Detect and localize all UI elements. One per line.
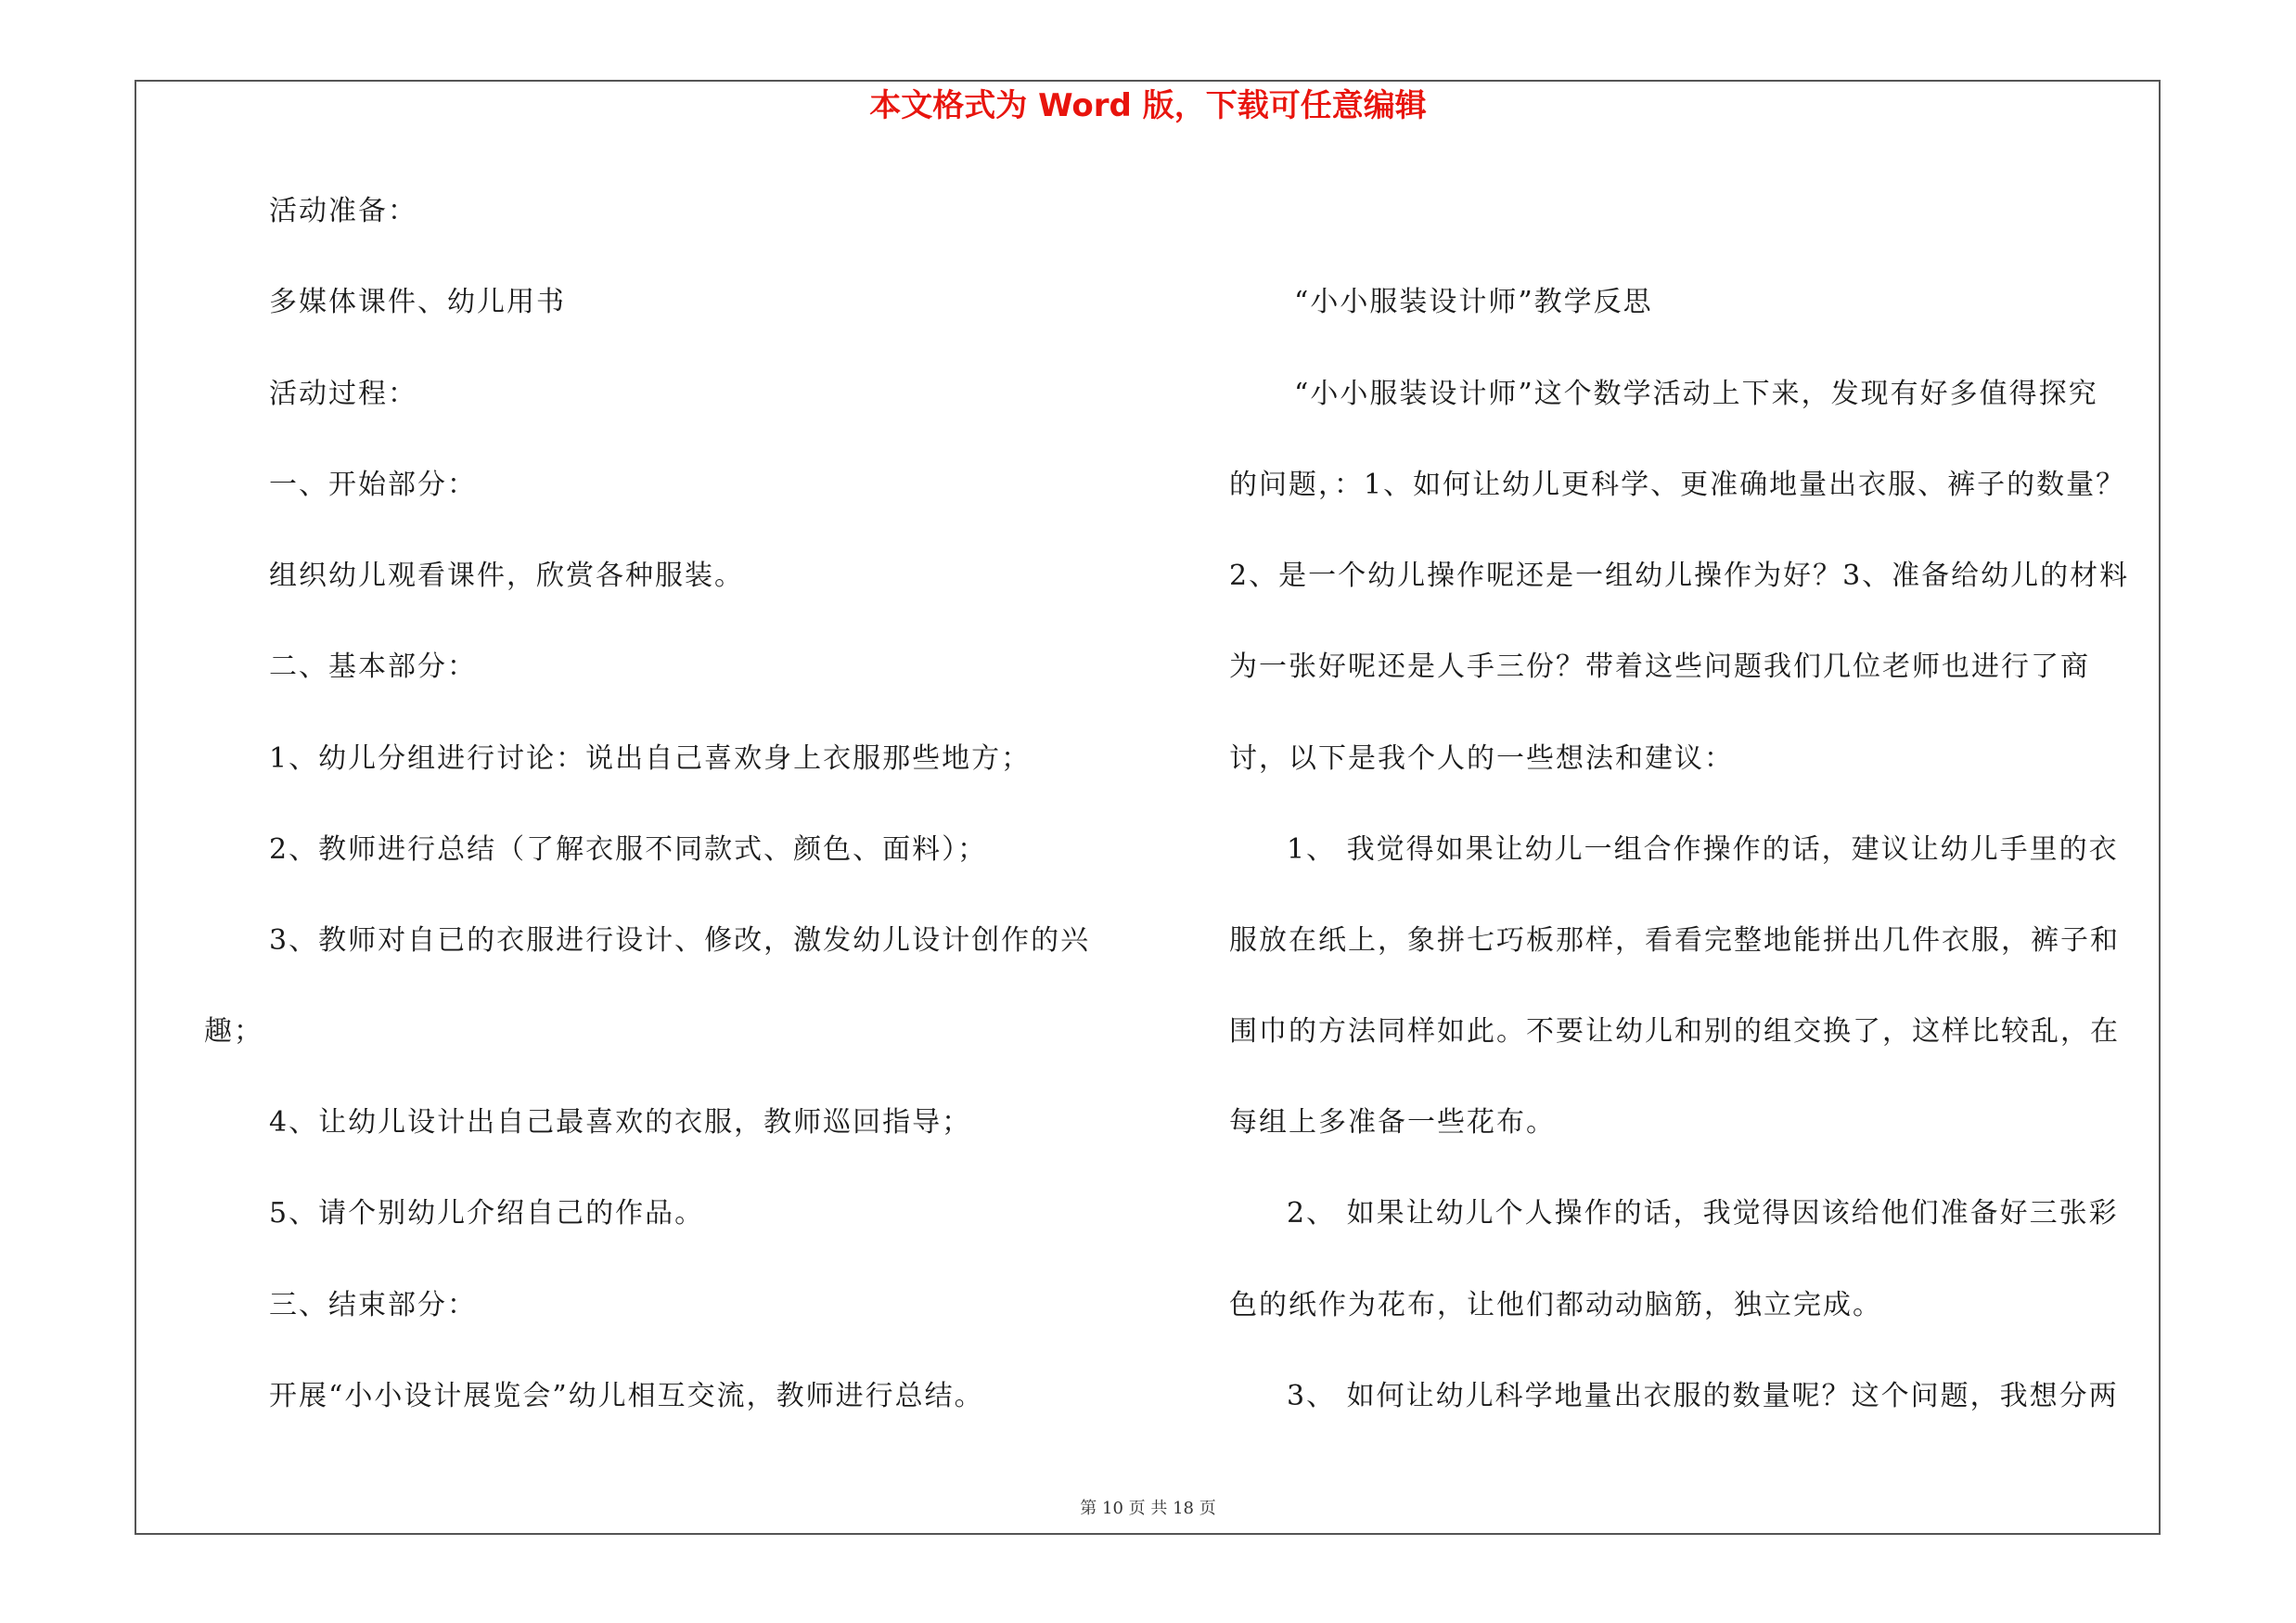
- paragraph-line: 活动准备：: [269, 195, 417, 227]
- paragraph-line: 开展“小小设计展览会”幼儿相互交流，教师进行总结。: [269, 1380, 984, 1412]
- paragraph-line: 围巾的方法同样如此。不要让幼儿和别的组交换了，这样比较乱，在: [1229, 1015, 2120, 1048]
- paragraph-line: 三、结束部分：: [269, 1289, 477, 1321]
- paragraph-line: 3、 如何让幼儿科学地量出衣服的数量呢？这个问题，我想分两: [1287, 1380, 2119, 1412]
- header-banner: 本文格式为 Word 版，下载可任意编辑: [869, 87, 1427, 124]
- paragraph-line: 4、让幼儿设计出自己最喜欢的衣服，教师巡回指导；: [269, 1106, 972, 1139]
- paragraph-line: 组织幼儿观看课件，欣赏各种服装。: [269, 560, 744, 592]
- paragraph-line: 色的纸作为花布，让他们都动动脑筋，独立完成。: [1229, 1289, 1882, 1321]
- paragraph-line: 的问题，：1、如何让幼儿更科学、更准确地量出衣服、裤子的数量？: [1229, 469, 2126, 501]
- paragraph-line: 为一张好呢还是人手三份？带着这些问题我们几位老师也进行了商: [1229, 650, 2090, 683]
- paragraph-line: 5、请个别幼儿介绍自己的作品。: [269, 1197, 705, 1230]
- section-heading: “小小服装设计师”教学反思: [1294, 286, 1653, 318]
- paragraph-line: 2、是一个幼儿操作呢还是一组幼儿操作为好？3、准备给幼儿的材料: [1229, 560, 2130, 592]
- paragraph-line: 讨，以下是我个人的一些想法和建议：: [1229, 742, 1734, 775]
- paragraph-line: 1、幼儿分组进行讨论：说出自己喜欢身上衣服那些地方；: [269, 742, 1032, 775]
- paragraph-line: 每组上多准备一些花布。: [1229, 1106, 1556, 1139]
- paragraph-line: 2、教师进行总结（了解衣服不同款式、颜色、面料）；: [269, 833, 988, 866]
- paragraph-line: 多媒体课件、幼儿用书: [269, 286, 566, 318]
- paragraph-line: 1、 我觉得如果让幼儿一组合作操作的话，建议让幼儿手里的衣: [1287, 833, 2119, 866]
- paragraph-line: 二、基本部分：: [269, 650, 477, 683]
- paragraph-line: 2、 如果让幼儿个人操作的话，我觉得因该给他们准备好三张彩: [1287, 1197, 2119, 1230]
- page-number: 第 10 页 共 18 页: [1080, 1499, 1216, 1518]
- paragraph-line: 活动过程：: [269, 378, 417, 410]
- paragraph-line: 服放在纸上，象拼七巧板那样，看看完整地能拼出几件衣服，裤子和: [1229, 924, 2120, 957]
- paragraph-line: “小小服装设计师”这个数学活动上下来，发现有好多值得探究: [1294, 378, 2098, 410]
- paragraph-line: 3、教师对自已的衣服进行设计、修改，激发幼儿设计创作的兴: [269, 924, 1091, 957]
- paragraph-line: 趣；: [204, 1015, 263, 1048]
- paragraph-line: 一、开始部分：: [269, 469, 477, 501]
